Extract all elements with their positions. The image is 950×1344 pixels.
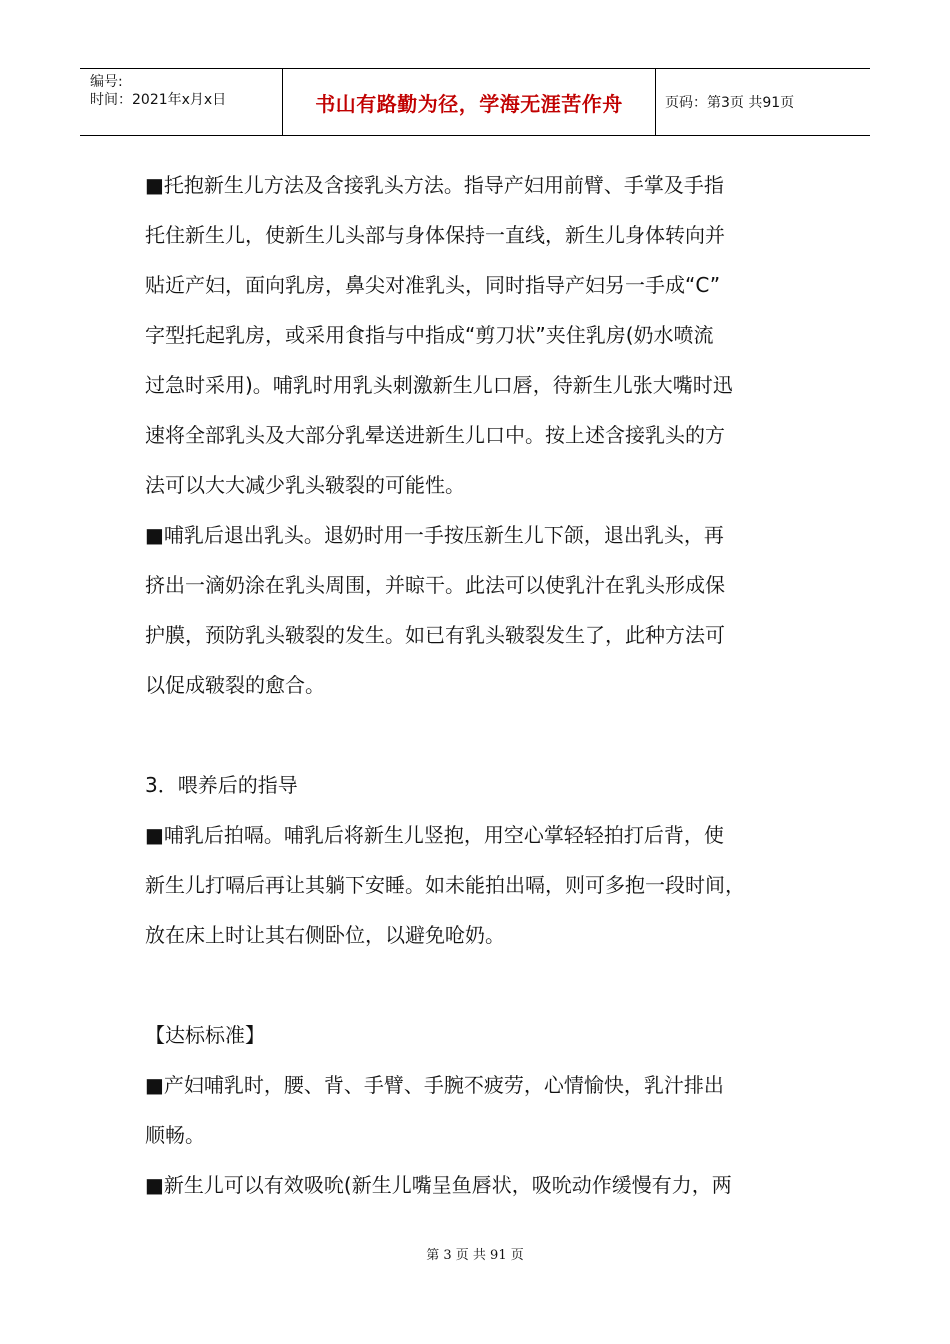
header-meta: [80, 69, 282, 135]
body-line: 护膜，预防乳头皲裂的发生。如已有乳头皲裂发生了，此种方法可: [145, 623, 725, 647]
header-page-info: 页码：第3页 共91页: [665, 95, 795, 111]
page-footer: 第 3 页 共 91 页: [426, 1248, 524, 1263]
body-line: 过急时采用)。哺乳时用乳头刺激新生儿口唇，待新生儿张大嘴时迅: [145, 373, 733, 397]
document-number-label: 编号:: [90, 74, 123, 90]
body-line: 速将全部乳头及大部分乳晕送进新生儿口中。按上述含接乳头的方: [145, 423, 725, 447]
body-line: ■哺乳后拍嗝。哺乳后将新生儿竖抱，用空心掌轻轻拍打后背，使: [145, 823, 724, 847]
body-line: ■哺乳后退出乳头。退奶时用一手按压新生儿下颌，退出乳头，再: [145, 523, 724, 547]
document-body: [145, 160, 825, 1210]
body-line: ■托抱新生儿方法及含接乳头方法。指导产妇用前臂、手掌及手指: [145, 173, 724, 197]
body-line: 以促成皲裂的愈合。: [145, 673, 325, 697]
body-line: 贴近产妇，面向乳房，鼻尖对准乳头，同时指导产妇另一手成“C”: [145, 273, 721, 297]
body-line: 放在床上时让其右侧卧位，以避免呛奶。: [145, 923, 505, 947]
document-time-label: 时间：2021年x月x日: [90, 92, 227, 108]
page-header: [80, 68, 870, 136]
body-line: 字型托起乳房，或采用食指与中指成“剪刀状”夹住乳房(奶水喷流: [145, 323, 714, 347]
body-line: ■新生儿可以有效吸吮(新生儿嘴呈鱼唇状，吸吮动作缓慢有力，两: [145, 1173, 732, 1197]
body-line: 法可以大大减少乳头皲裂的可能性。: [145, 473, 465, 497]
paragraph-gap: [145, 710, 825, 760]
body-line: ■产妇哺乳时，腰、背、手臂、手腕不疲劳，心情愉快，乳汁排出: [145, 1073, 724, 1097]
section-heading: 3．喂养后的指导: [145, 773, 298, 797]
body-line: 顺畅。: [145, 1123, 205, 1147]
section-heading: 【达标标准】: [145, 1023, 265, 1047]
body-line: 新生儿打嗝后再让其躺下安睡。如未能拍出嗝，则可多抱一段时间，: [145, 873, 745, 897]
paragraph-gap: [145, 960, 825, 1010]
body-line: 挤出一滴奶涂在乳头周围，并晾干。此法可以使乳汁在乳头形成保: [145, 573, 725, 597]
body-line: 托住新生儿，使新生儿头部与身体保持一直线，新生儿身体转向并: [145, 223, 725, 247]
header-motto: 书山有路勤为径，学海无涯苦作舟: [282, 69, 656, 135]
